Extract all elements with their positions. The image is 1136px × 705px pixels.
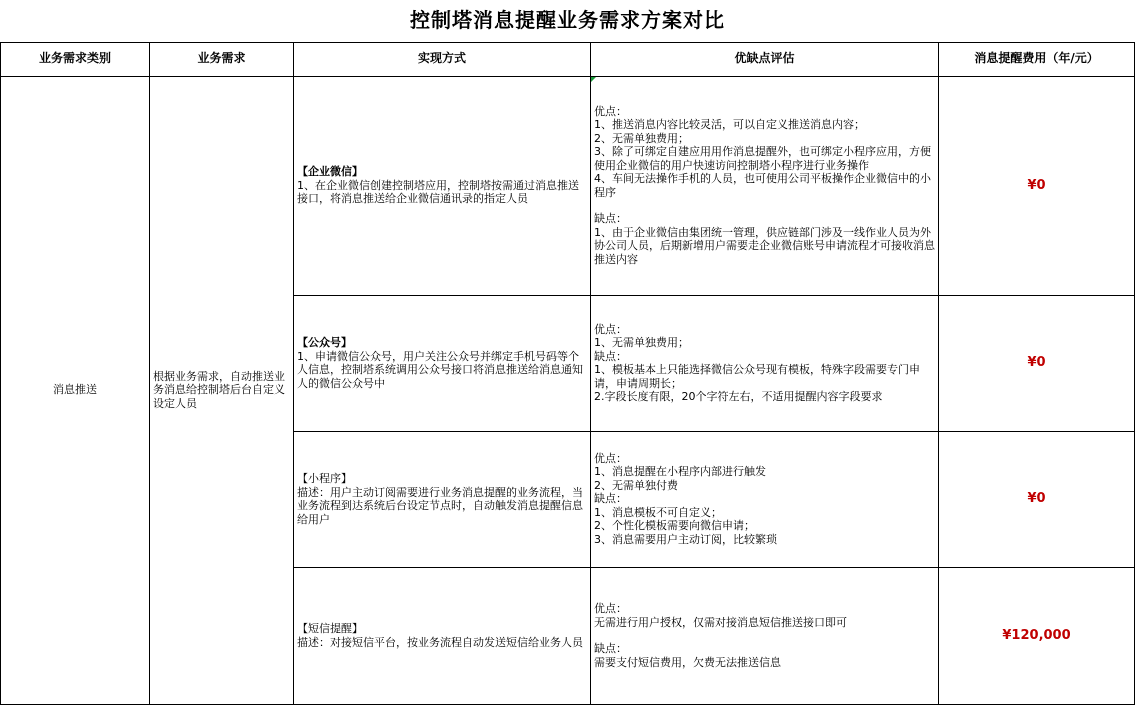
header-cost[interactable]: 消息提醒费用（年/元） xyxy=(939,42,1135,76)
method-cell[interactable] xyxy=(294,295,591,431)
eval-lines xyxy=(594,452,935,547)
eval-line: 无需进行用户授权，仅需对接消息短信推送接口即可 xyxy=(594,615,847,629)
eval-line: 1、无需单独费用； xyxy=(594,336,689,349)
method-cell[interactable] xyxy=(294,567,591,704)
eval-line: 3、除了可绑定自建应用用作消息提醒外，也可绑定小程序应用，方便使用企业微信的用户快速访问控制塔小程序进行业务操作 xyxy=(594,145,931,172)
eval-line: 缺点： xyxy=(594,492,627,506)
eval-line: 1、由于企业微信由集团统一管理，供应链部门涉及一线作业人员为外协公司人员，后期新增用户需要走企业微信账号申请流程才可接收消息推送内容 xyxy=(594,225,935,266)
cost-cell[interactable]: ¥0 xyxy=(939,431,1135,567)
page-title[interactable]: 控制塔消息提醒业务需求方案对比 xyxy=(1,0,1135,42)
eval-line: 2、个性化模板需要向微信申请； xyxy=(594,519,755,533)
evaluation-cell[interactable] xyxy=(591,567,939,704)
requirement-cell[interactable]: 根据业务需求，自动推送业务消息给控制塔后台自定义设定人员 xyxy=(150,76,294,704)
header-method[interactable]: 实现方式 xyxy=(294,42,591,76)
eval-line: 2.字段长度有限，20个字符左右，不适用提醒内容字段要求 xyxy=(594,390,883,403)
eval-line: 缺点： xyxy=(594,642,627,655)
eval-lines xyxy=(594,323,935,404)
evaluation-cell[interactable] xyxy=(591,295,939,431)
method-desc: 描述：对接短信平台，按业务流程自动发送短信给业务人员 xyxy=(297,635,583,649)
evaluation-cell[interactable] xyxy=(591,76,939,295)
method-title: 【小程序】 xyxy=(297,472,352,485)
eval-line: 优点： xyxy=(594,104,627,118)
header-row xyxy=(1,42,1135,76)
header-evaluation[interactable]: 优缺点评估 xyxy=(591,42,939,76)
eval-lines xyxy=(594,602,935,669)
method-desc: 1、申请微信公众号，用户关注公众号并绑定手机号码等个人信息，控制塔系统调用公众号接口将消息推送给消息通知人的微信公众号中 xyxy=(297,349,583,390)
eval-line: 1、消息提醒在小程序内部进行触发 xyxy=(594,465,766,479)
eval-spacer xyxy=(594,199,935,212)
cost-cell[interactable]: ¥0 xyxy=(939,295,1135,431)
eval-line: 优点： xyxy=(594,322,627,336)
method-cell[interactable] xyxy=(294,76,591,295)
cell-comment-marker xyxy=(591,77,596,82)
eval-line: 1、模板基本上只能选择微信公众号现有模板，特殊字段需要专门申请，申请周期长； xyxy=(594,363,920,390)
eval-line: 1、消息模板不可自定义； xyxy=(594,505,722,519)
cost-cell[interactable]: ¥120,000 xyxy=(939,567,1135,704)
eval-line: 4、车间无法操作手机的人员，也可使用公司平板操作企业微信中的小程序 xyxy=(594,172,931,199)
method-title: 【企业微信】 xyxy=(297,165,363,179)
method-desc: 1、在企业微信创建控制塔应用，控制塔按需通过消息推送接口，将消息推送给企业微信通讯录的指定人员 xyxy=(297,178,579,206)
eval-line: 2、无需单独付费 xyxy=(594,478,678,492)
method-title: 【短信提醒】 xyxy=(297,622,363,635)
method-cell[interactable] xyxy=(294,431,591,567)
eval-line: 优点： xyxy=(594,451,627,465)
eval-lines xyxy=(594,105,935,267)
eval-line: 2、无需单独费用； xyxy=(594,131,689,145)
method-desc: 描述：用户主动订阅需要进行业务消息提醒的业务流程，当业务流程到达系统后台设定节点时，自动触发消息提醒信息给用户 xyxy=(297,485,583,526)
eval-line: 优点： xyxy=(594,602,627,615)
eval-line: 3、消息需要用户主动订阅，比较繁琐 xyxy=(594,532,777,546)
eval-line: 缺点： xyxy=(594,212,627,226)
table-row xyxy=(1,76,1135,295)
header-category[interactable]: 业务需求类别 xyxy=(1,42,150,76)
evaluation-cell[interactable] xyxy=(591,431,939,567)
eval-line: 1、推送消息内容比较灵活，可以自定义推送消息内容； xyxy=(594,118,865,132)
method-title: 【公众号】 xyxy=(297,336,352,349)
header-requirement[interactable]: 业务需求 xyxy=(150,42,294,76)
cost-cell[interactable]: ¥0 xyxy=(939,76,1135,295)
eval-line: 需要支付短信费用，欠费无法推送信息 xyxy=(594,655,781,669)
eval-spacer xyxy=(594,629,935,642)
eval-line: 缺点： xyxy=(594,349,627,363)
category-cell[interactable]: 消息推送 xyxy=(1,76,150,704)
